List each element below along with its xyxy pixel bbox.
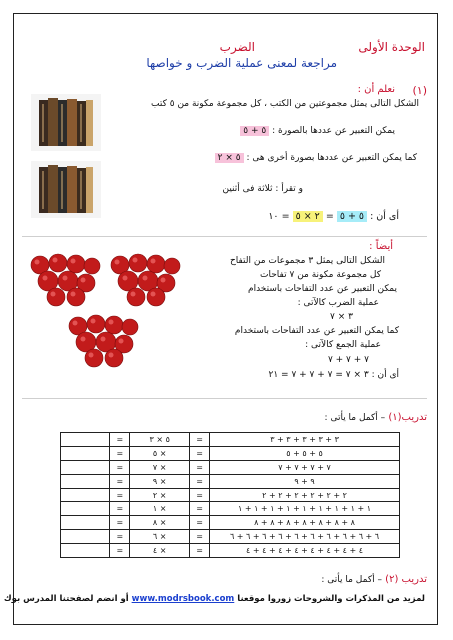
row-equals-2: =: [110, 530, 130, 544]
row-product-blank: × ٥: [130, 446, 190, 460]
apples-image-1: [106, 251, 183, 308]
row-result-blank: [61, 544, 110, 558]
section2-line-1: الشكل التالى يمثل ٣ مجموعات من التفاح: [229, 256, 385, 266]
table-row: [61, 488, 400, 502]
footer-text-right: لمزيد من المذكرات والشروحات زوروا موقعنا: [237, 594, 425, 604]
row-equals-1: =: [190, 474, 210, 488]
row-product-blank: × ١: [130, 502, 190, 516]
divider-1: [22, 236, 427, 237]
row-result-blank: [61, 474, 110, 488]
divider-2: [22, 398, 427, 399]
page-subtitle: مراجعة لمعنى عملية الضرب و خواصها: [146, 56, 337, 70]
expr-sum-highlight: ٥ + ٥: [240, 126, 269, 136]
table-row: [61, 433, 400, 447]
exercise1-table: [60, 432, 400, 558]
row-sum-expression: ٨ + ٨ + ٨ + ٨ + ٨ + ٨ + ٨: [210, 516, 400, 530]
section2-line-4: عملية الضرب كالآتى :: [297, 298, 379, 308]
result-eq1: =: [325, 211, 334, 222]
apples-image-3: [64, 312, 141, 369]
row-sum-expression: ٧ + ٧ + ٧ + ٧: [210, 460, 400, 474]
section2-heading: أيضاً :: [369, 241, 393, 252]
result-value: ١٠: [268, 211, 279, 222]
table-row: [61, 446, 400, 460]
row-sum-expression: ٥ + ٥ + ٥: [210, 446, 400, 460]
table-row: [61, 474, 400, 488]
row-equals-2: =: [110, 460, 130, 474]
row-equals-1: =: [190, 433, 210, 447]
row-sum-expression: ٣ + ٣ + ٣ + ٣ + ٣: [210, 433, 400, 447]
section1-line2: [240, 126, 395, 136]
exercise1-header: [325, 412, 427, 423]
row-product-blank: × ٤: [130, 544, 190, 558]
exercise2-header: [321, 574, 427, 585]
row-equals-1: =: [190, 460, 210, 474]
apples-image-2: [26, 251, 103, 308]
row-product-blank: × ٢: [130, 488, 190, 502]
row-product-blank: × ٩: [130, 474, 190, 488]
books-image-2: [31, 161, 101, 218]
row-equals-2: =: [110, 488, 130, 502]
table-row: [61, 502, 400, 516]
row-equals-1: =: [190, 446, 210, 460]
row-equals-2: =: [110, 474, 130, 488]
exercise1-instruction: – أكمل ما يأتى :: [324, 413, 386, 423]
row-result-blank: [61, 516, 110, 530]
row-result-blank: [61, 433, 110, 447]
row-equals-1: =: [190, 516, 210, 530]
row-product-blank: × ٨: [130, 516, 190, 530]
row-product-blank: ٥ × ٣: [130, 433, 190, 447]
row-result-blank: [61, 530, 110, 544]
table-row: [61, 544, 400, 558]
section1-line1: الشكل التالى يمثل مجموعتين من الكتب ، كل مجموعة مكونة من ٥ كتب: [151, 99, 419, 109]
section1-line3: [215, 153, 417, 163]
row-equals-2: =: [110, 433, 130, 447]
row-result-blank: [61, 460, 110, 474]
row-product-blank: × ٧: [130, 460, 190, 474]
section2-line-3: يمكن التعبير عن عدد التفاحات باستخدام: [248, 284, 397, 294]
section2-line-6: كما يمكن التعبير عن عدد التفاحات باستخدام: [234, 326, 399, 336]
row-result-blank: [61, 488, 110, 502]
table-row: [61, 460, 400, 474]
row-equals-2: =: [110, 516, 130, 530]
row-equals-2: =: [110, 502, 130, 516]
row-equals-1: =: [190, 502, 210, 516]
expr-product-highlight: ٥ × ٢: [215, 153, 244, 163]
books-image-1: [31, 94, 101, 151]
result-label: أى أن :: [370, 211, 399, 222]
row-equals-1: =: [190, 488, 210, 502]
row-equals-1: =: [190, 544, 210, 558]
exercise1-title: تدريب(١): [388, 412, 427, 423]
row-sum-expression: ٦ + ٦ + ٦ + ٦ + ٦ + ٦ + ٦ + ٦ + ٦ + ٦: [210, 530, 400, 544]
section1-line4: و تقرأ : ثلاثة فى أثنين: [222, 184, 303, 194]
section1-heading: نعلم أن :: [357, 84, 395, 95]
section1-line2-text: يمكن التعبير عن عددها بالصورة :: [272, 126, 395, 136]
row-sum-expression: ٢ + ٢ + ٢ + ٢ + ٢ + ٢: [210, 488, 400, 502]
row-result-blank: [61, 446, 110, 460]
row-equals-2: =: [110, 544, 130, 558]
unit-title: الوحدة الأولى: [358, 40, 425, 54]
row-equals-2: =: [110, 446, 130, 460]
topic-title: الضرب: [219, 40, 255, 54]
exercise2-title: تدريب (٢): [385, 574, 427, 585]
section2-line-5: ٣ × ٧: [330, 312, 353, 322]
row-sum-expression: ٩ + ٩: [210, 474, 400, 488]
result-eq2: =: [281, 211, 290, 222]
section1-number: (١): [412, 84, 427, 97]
row-sum-expression: ٤ + ٤ + ٤ + ٤ + ٤ + ٤ + ٤ + ٤: [210, 544, 400, 558]
table-row: [61, 516, 400, 530]
row-sum-expression: ١ + ١ + ١ + ١ + ١ + ١ + ١ + ١ + ١: [210, 502, 400, 516]
row-equals-1: =: [190, 530, 210, 544]
section2-line-2: كل مجموعة مكونة من ٧ تفاحات: [260, 270, 381, 280]
footer: [4, 594, 425, 604]
section2-line-9: أى أن : ٣ × ٧ = ٧ + ٧ + ٧ = ٢١: [268, 370, 399, 380]
footer-link[interactable]: www.modrsbook.com: [131, 594, 235, 604]
table-row: [61, 530, 400, 544]
section1-result: [268, 211, 399, 222]
section2-line-7: عملية الجمع كالآتى :: [305, 340, 381, 350]
section2-line-8: ٧ + ٧ + ٧: [327, 355, 369, 365]
section1-line3-text: كما يمكن التعبير عن عددها بصورة أخرى هى :: [246, 153, 417, 163]
exercise2-instruction: – أكمل ما يأتى :: [321, 575, 382, 585]
footer-text-left: أو انضم لصفحتنا المدرس بوك: [3, 594, 129, 604]
result-sum: ٥ + ٥: [337, 211, 367, 222]
row-product-blank: × ٦: [130, 530, 190, 544]
row-result-blank: [61, 502, 110, 516]
result-product: ٢ × ٥: [293, 211, 323, 222]
